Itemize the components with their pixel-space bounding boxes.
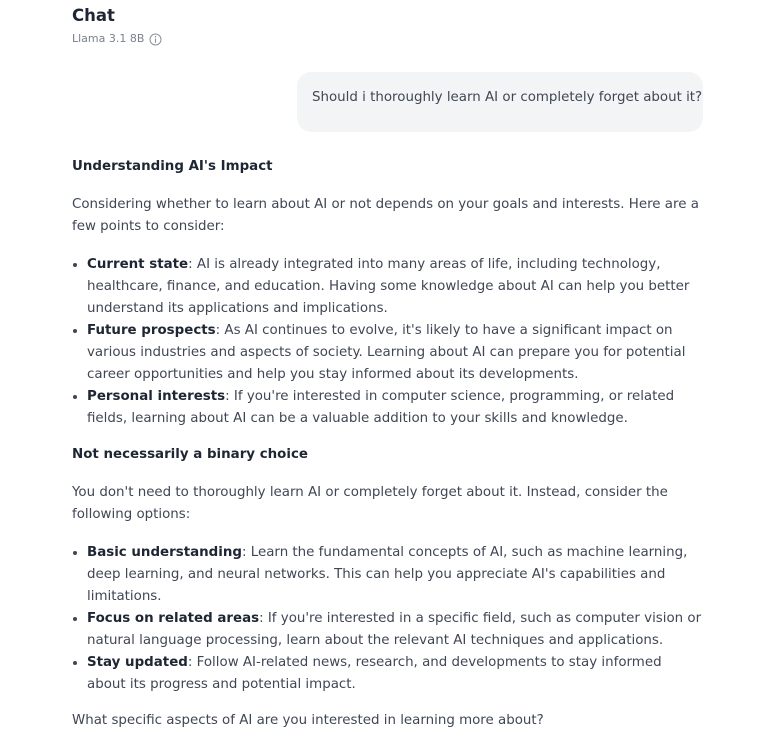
- reply-heading: Understanding AI's Impact: [72, 159, 273, 174]
- list-item-text: : As AI continues to evolve, it's likely to have a significant impact on various industries and aspects of society. Learning about AI can prepare you for potential career opportunities and help you stay informed about its developments.: [87, 323, 686, 382]
- reply-list: [72, 254, 704, 430]
- list-item-text: : AI is already integrated into many areas of life, including technology, healthcare, finance, and education. Having some knowledge about AI can help you better understand its applications and implications.: [87, 257, 690, 316]
- reply-heading: Not necessarily a binary choice: [72, 447, 308, 462]
- list-item: [87, 386, 704, 430]
- user-message-bubble: [297, 72, 703, 132]
- list-item-text: : Learn the fundamental concepts of AI, such as machine learning, deep learning, and neural networks. This can help you appreciate AI's capabilities and limitations.: [87, 545, 688, 604]
- list-item: [87, 542, 704, 608]
- user-message-text: Should i thoroughly learn AI or completely forget about it?: [312, 90, 703, 105]
- list-item-term: Focus on related areas: [87, 611, 260, 626]
- list-item: [87, 254, 704, 320]
- model-info: [72, 31, 162, 47]
- list-item: [87, 608, 704, 652]
- list-item-text: : Follow AI-related news, research, and developments to stay informed about its progress and potential impact.: [87, 655, 662, 692]
- info-circle-icon[interactable]: [149, 33, 162, 46]
- list-item-term: Current state: [87, 257, 189, 272]
- list-item-term: Stay updated: [87, 655, 188, 670]
- chat-header: [72, 5, 162, 47]
- reply-list: [72, 542, 704, 696]
- list-item: [87, 652, 704, 696]
- list-item-text: : If you're interested in a specific field, such as computer vision or natural language processing, learn about the relevant AI techniques and applications.: [87, 611, 702, 648]
- list-item: [87, 320, 704, 386]
- list-item-term: Basic understanding: [87, 545, 242, 560]
- assistant-reply: [72, 156, 704, 732]
- reply-paragraph: Considering whether to learn about AI or not depends on your goals and interests. Here are a few points to consider:: [72, 197, 699, 234]
- list-item-term: Future prospects: [87, 323, 216, 338]
- list-item-text: : If you're interested in computer science, programming, or related fields, learning about AI can be a valuable addition to your skills and knowledge.: [87, 389, 675, 426]
- page-title: Chat: [72, 6, 115, 25]
- reply-closing: What specific aspects of AI are you interested in learning more about?: [72, 713, 544, 728]
- list-item-term: Personal interests: [87, 389, 226, 404]
- model-name: Llama 3.1 8B: [72, 32, 145, 45]
- reply-paragraph: You don't need to thoroughly learn AI or completely forget about it. Instead, consider the following options:: [72, 485, 668, 522]
